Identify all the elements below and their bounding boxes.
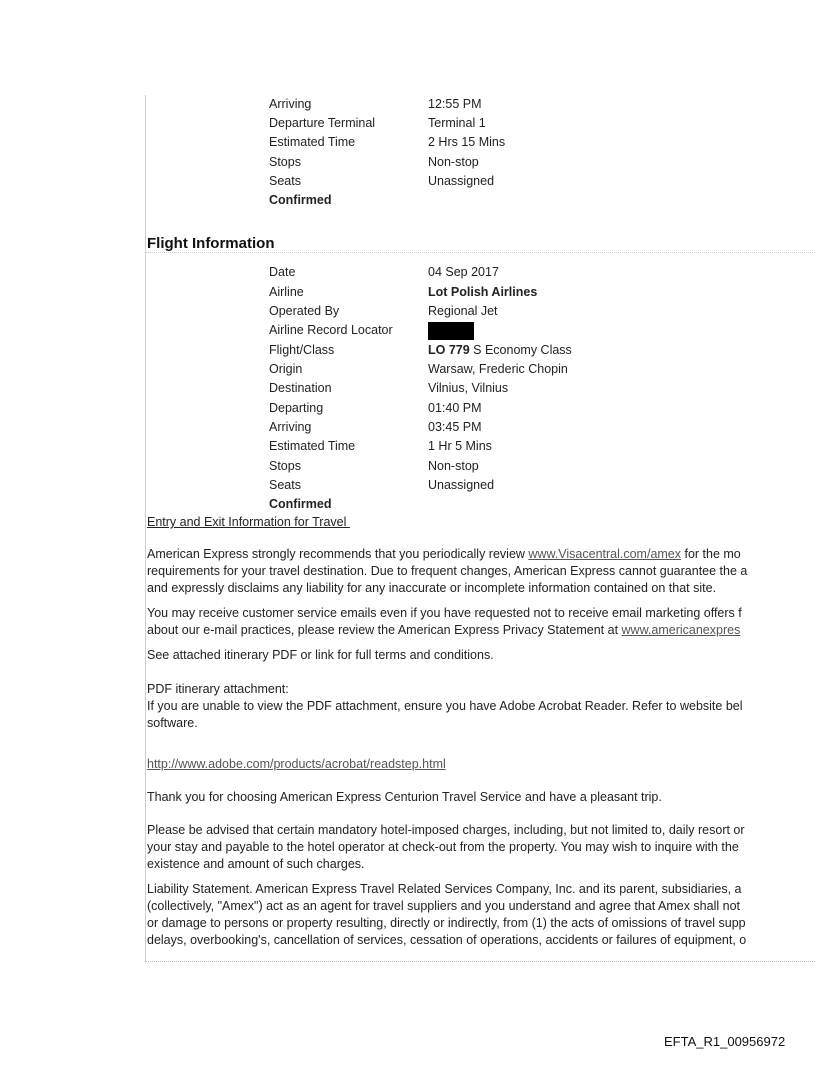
pdf-text-line3: software. [147, 716, 198, 730]
label-seats: Seats [269, 478, 301, 492]
prev-value-terminal: Terminal 1 [428, 116, 486, 130]
adobe-link[interactable]: http://www.adobe.com/products/acrobat/readstep.html [147, 757, 446, 771]
email-text-line2: about our e-mail practices, please review the American Express Privacy Statement at [147, 623, 622, 637]
visa-text-line3: and expressly disclaims any liability for any inaccurate or incomplete information contained on that site. [147, 581, 717, 595]
entry-exit-link[interactable]: Entry and Exit Information for Travel [147, 515, 350, 529]
paragraph-liability [147, 881, 816, 949]
value-stops: Non-stop [428, 459, 479, 473]
pdf-text-line2: If you are unable to view the PDF attachment, ensure you have Adobe Acrobat Reader. Refer to website bel [147, 699, 743, 713]
pdf-text-line1: PDF itinerary attachment: [147, 682, 289, 696]
label-airline: Airline [269, 285, 304, 299]
paragraph-email [147, 605, 816, 639]
value-departing: 01:40 PM [428, 401, 482, 415]
prev-value-stops: Non-stop [428, 155, 479, 169]
paragraph-visa [147, 546, 816, 597]
status-confirmed: Confirmed [269, 497, 332, 511]
value-flight-class [428, 341, 572, 360]
prev-label-arriving: Arriving [269, 97, 312, 111]
label-operated-by: Operated By [269, 304, 340, 318]
paragraph-attached: See attached itinerary PDF or link for full terms and conditions. [147, 648, 494, 662]
label-record-locator: Airline Record Locator [269, 323, 393, 337]
flight-number: LO 779 [428, 343, 470, 357]
value-arriving: 03:45 PM [428, 420, 482, 434]
prev-status-confirmed: Confirmed [269, 193, 332, 207]
visa-text-2: for the mo [681, 547, 741, 561]
label-stops: Stops [269, 459, 301, 473]
value-estimated-time: 1 Hr 5 Mins [428, 439, 492, 453]
value-origin: Warsaw, Frederic Chopin [428, 362, 568, 376]
paragraph-pdf [147, 681, 816, 732]
section-divider [146, 252, 816, 253]
value-destination: Vilnius, Vilnius [428, 381, 509, 395]
label-estimated-time: Estimated Time [269, 439, 356, 453]
itinerary-frame [145, 95, 816, 962]
document-id-footer: EFTA_R1_00956972 [664, 1034, 786, 1049]
hotel-text-line3: existence and amount of such charges. [147, 857, 365, 871]
prev-label-seats: Seats [269, 174, 301, 188]
section-title-flight-information: Flight Information [147, 235, 275, 252]
label-departing: Departing [269, 401, 324, 415]
prev-value-arriving: 12:55 PM [428, 97, 482, 111]
label-destination: Destination [269, 381, 332, 395]
value-airline: Lot Polish Airlines [428, 285, 538, 299]
prev-value-seats: Unassigned [428, 174, 495, 188]
label-date: Date [269, 265, 296, 279]
visa-text-line2: requirements for your travel destination. Due to frequent changes, American Express cannot guarantee the a [147, 564, 748, 578]
label-flight-class: Flight/Class [269, 343, 335, 357]
flight-class-text: S Economy Class [469, 343, 572, 357]
amex-privacy-link[interactable]: www.americanexpres [621, 623, 741, 637]
liability-text-line1: Liability Statement. American Express Travel Related Services Company, Inc. and its parent, subsidiaries, a [147, 882, 742, 896]
label-arriving: Arriving [269, 420, 312, 434]
hotel-text-line2: your stay and payable to the hotel operator at check-out from the property. You may wish to inquire with the [147, 840, 739, 854]
paragraph-thanks: Thank you for choosing American Express Centurion Travel Service and have a pleasant trip. [147, 790, 662, 804]
visa-text-1: American Express strongly recommends that you periodically review [147, 547, 529, 561]
value-seats: Unassigned [428, 478, 495, 492]
redaction-box [428, 322, 474, 340]
label-origin: Origin [269, 362, 303, 376]
prev-label-est: Estimated Time [269, 135, 356, 149]
paragraph-hotel [147, 822, 816, 873]
liability-text-line2: (collectively, "Amex") act as an agent for travel suppliers and you understand and agree that Amex shall not [147, 899, 740, 913]
prev-label-stops: Stops [269, 155, 301, 169]
hotel-text-line1: Please be advised that certain mandatory hotel-imposed charges, including, but not limited to, daily resort or [147, 823, 745, 837]
prev-label-terminal: Departure Terminal [269, 116, 376, 130]
value-operated-by: Regional Jet [428, 304, 498, 318]
visacentral-link[interactable]: www.Visacentral.com/amex [528, 547, 682, 561]
prev-value-est: 2 Hrs 15 Mins [428, 135, 506, 149]
liability-text-line4: delays, overbooking's, cancellation of services, cessation of operations, accidents or failures of equipment, o [147, 933, 747, 947]
value-date: 04 Sep 2017 [428, 265, 499, 279]
email-text-line1: You may receive customer service emails even if you have requested not to receive email marketing offers f [147, 606, 742, 620]
liability-text-line3: or damage to persons or property resulting, directly or indirectly, from (1) the acts of omissions of travel supp [147, 916, 746, 930]
value-record-locator [428, 321, 474, 340]
